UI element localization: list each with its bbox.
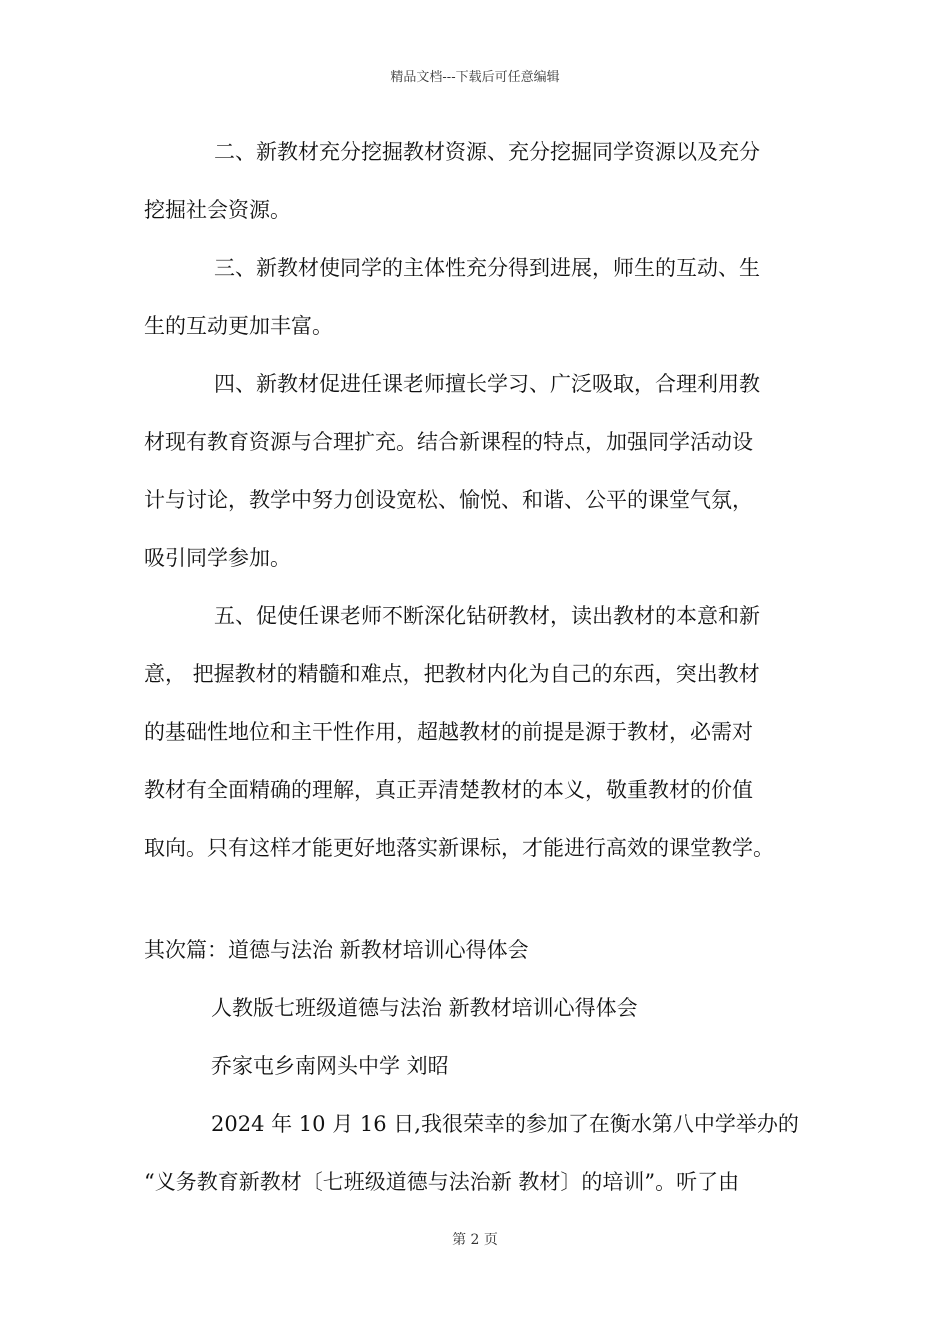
paragraph-2-line-2: 挖掘社会资源。: [144, 198, 291, 222]
intro-line-2: “义务教育新教材〔七班级道德与法治新 教材〕的培训”。听了由: [144, 1170, 740, 1194]
paragraph-4-line-4: 吸引同学参加。: [144, 546, 291, 570]
paragraph-5-line-3: 的基础性地位和主干性作用，超越教材的前提是源于教材，必需对: [144, 720, 753, 744]
paragraph-3-line-1: 三、新教材使同学的主体性充分得到进展，师生的互动、生: [214, 256, 760, 280]
article-title: 人教版七班级道德与法治 新教材培训心得体会: [211, 996, 638, 1020]
paragraph-2-line-1: 二、新教材充分挖掘教材资源、充分挖掘同学资源以及充分: [214, 140, 760, 164]
author-line: 乔家屯乡南网头中学 刘昭: [211, 1054, 449, 1078]
paragraph-4-line-3: 计与讨论，教学中努力创设宽松、愉悦、和谐、公平的课堂气氛，: [144, 488, 753, 512]
paragraph-5-line-4: 教材有全面精确的理解，真正弄清楚教材的本义，敬重教材的价值: [144, 778, 753, 802]
page-number: 第 2 页: [452, 1232, 498, 1248]
page-header: 精品文档---下载后可任意编辑: [390, 70, 560, 85]
paragraph-4-line-1: 四、新教材促进任课老师擅长学习、广泛吸取，合理利用教: [214, 372, 760, 396]
paragraph-3-line-2: 生的互动更加丰富。: [144, 314, 333, 338]
section-title: 其次篇：道德与法治 新教材培训心得体会: [144, 938, 529, 962]
paragraph-4-line-2: 材现有教育资源与合理扩充。结合新课程的特点，加强同学活动设: [144, 430, 753, 454]
intro-line-1: 2024 年 10 月 16 日,我很荣幸的参加了在衡水第八中学举办的: [211, 1112, 799, 1136]
paragraph-5-line-5: 取向。只有这样才能更好地落实新课标，才能进行高效的课堂教学。: [144, 836, 774, 860]
paragraph-5-line-2: 意， 把握教材的精髓和难点，把教材内化为自己的东西，突出教材: [144, 662, 760, 686]
paragraph-5-line-1: 五、促使任课老师不断深化钻研教材，读出教材的本意和新: [214, 604, 760, 628]
